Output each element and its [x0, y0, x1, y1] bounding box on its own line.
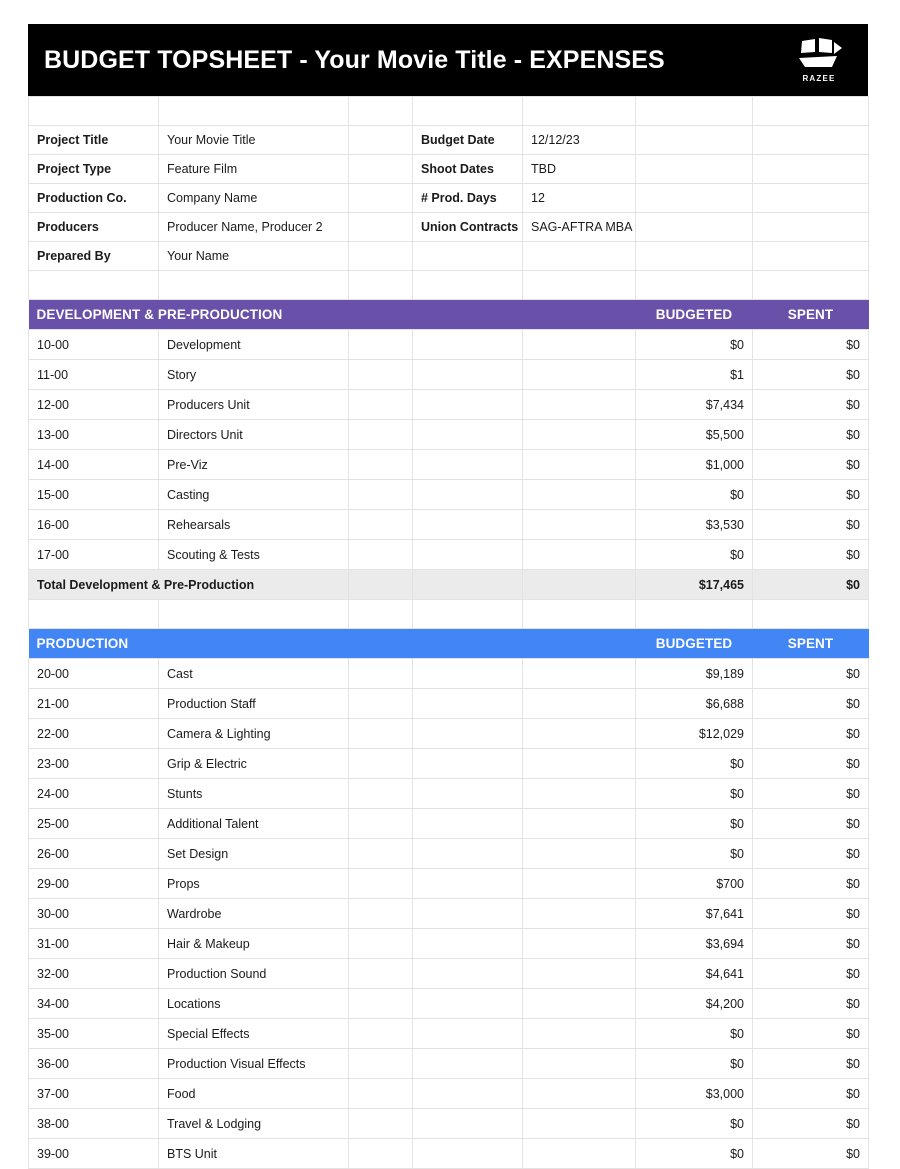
- table-row[interactable]: [29, 899, 869, 929]
- info-label-right: Union Contracts: [413, 213, 523, 242]
- section-header-pad: [523, 629, 636, 659]
- row-pad-cell[interactable]: [523, 510, 636, 540]
- account-code: 12-00: [29, 390, 159, 420]
- row-pad-cell[interactable]: [413, 899, 523, 929]
- budgeted-amount[interactable]: $4,200: [636, 989, 753, 1019]
- account-code: 25-00: [29, 809, 159, 839]
- account-code: 24-00: [29, 779, 159, 809]
- account-code: 31-00: [29, 929, 159, 959]
- table-row[interactable]: [29, 809, 869, 839]
- info-pad: [636, 213, 753, 242]
- row-pad-cell[interactable]: [413, 450, 523, 480]
- spent-amount[interactable]: $0: [753, 719, 869, 749]
- budgeted-amount[interactable]: $6,688: [636, 689, 753, 719]
- row-pad-cell[interactable]: [349, 869, 413, 899]
- gap-cell: [29, 600, 159, 629]
- row-pad-cell[interactable]: [349, 809, 413, 839]
- row-pad-cell[interactable]: [349, 480, 413, 510]
- info-pad: [349, 126, 413, 155]
- account-description: Camera & Lighting: [159, 719, 349, 749]
- row-pad-cell[interactable]: [413, 809, 523, 839]
- row-pad-cell[interactable]: [349, 330, 413, 360]
- table-row[interactable]: [29, 540, 869, 570]
- account-code: 34-00: [29, 989, 159, 1019]
- spacer-cell: [636, 271, 753, 300]
- budget-topsheet: [28, 24, 868, 1169]
- info-row: [29, 242, 869, 271]
- column-header-budgeted: BUDGETED: [636, 629, 753, 659]
- table-row[interactable]: [29, 510, 869, 540]
- gap-cell: [636, 600, 753, 629]
- row-pad-cell[interactable]: [349, 689, 413, 719]
- info-value-left[interactable]: Your Name: [159, 242, 349, 271]
- spacer-row-top: [29, 97, 869, 126]
- info-value-left[interactable]: Company Name: [159, 184, 349, 213]
- budgeted-amount[interactable]: $9,189: [636, 659, 753, 689]
- info-value-right[interactable]: 12: [523, 184, 636, 213]
- title-banner: [28, 24, 868, 96]
- account-description: Rehearsals: [159, 510, 349, 540]
- row-pad-cell[interactable]: [349, 989, 413, 1019]
- budget-grid: [28, 96, 869, 1169]
- row-pad-cell[interactable]: [523, 869, 636, 899]
- account-code: 29-00: [29, 869, 159, 899]
- table-row[interactable]: [29, 749, 869, 779]
- section-header-pad: [523, 300, 636, 330]
- row-pad-cell[interactable]: [413, 869, 523, 899]
- spent-amount[interactable]: $0: [753, 659, 869, 689]
- spacer-cell: [349, 97, 413, 126]
- info-value-right[interactable]: [523, 242, 636, 271]
- total-spent-amount: $0: [753, 570, 869, 600]
- section-header-row: [29, 300, 869, 330]
- table-row[interactable]: [29, 390, 869, 420]
- account-description: Set Design: [159, 839, 349, 869]
- info-pad: [753, 213, 869, 242]
- row-pad-cell[interactable]: [349, 1139, 413, 1169]
- row-pad-cell[interactable]: [413, 989, 523, 1019]
- account-code: 20-00: [29, 659, 159, 689]
- spacer-row-before-section: [29, 271, 869, 300]
- table-row[interactable]: [29, 1079, 869, 1109]
- row-pad-cell[interactable]: [413, 659, 523, 689]
- table-row[interactable]: [29, 360, 869, 390]
- account-description: Wardrobe: [159, 899, 349, 929]
- row-pad-cell[interactable]: [413, 510, 523, 540]
- row-pad-cell[interactable]: [523, 839, 636, 869]
- account-code: 22-00: [29, 719, 159, 749]
- ship-logo-icon: [788, 31, 850, 89]
- section-total-row: [29, 570, 869, 600]
- section-title: DEVELOPMENT & PRE-PRODUCTION: [29, 300, 349, 330]
- row-pad-cell[interactable]: [349, 540, 413, 570]
- info-label-left: Production Co.: [29, 184, 159, 213]
- row-pad-cell[interactable]: [413, 959, 523, 989]
- account-code: 16-00: [29, 510, 159, 540]
- row-pad-cell[interactable]: [349, 779, 413, 809]
- spacer-cell: [523, 271, 636, 300]
- info-pad: [636, 184, 753, 213]
- row-pad-cell[interactable]: [349, 899, 413, 929]
- row-pad-cell[interactable]: [523, 1019, 636, 1049]
- row-pad-cell[interactable]: [523, 1049, 636, 1079]
- account-code: 36-00: [29, 1049, 159, 1079]
- spent-amount[interactable]: $0: [753, 1049, 869, 1079]
- row-pad-cell[interactable]: [523, 809, 636, 839]
- table-row[interactable]: [29, 779, 869, 809]
- spacer-cell: [523, 97, 636, 126]
- spent-amount[interactable]: $0: [753, 510, 869, 540]
- account-description: Producers Unit: [159, 390, 349, 420]
- info-pad: [753, 155, 869, 184]
- row-pad-cell[interactable]: [349, 659, 413, 689]
- row-pad-cell[interactable]: [413, 480, 523, 510]
- spent-amount[interactable]: $0: [753, 1079, 869, 1109]
- row-pad-cell[interactable]: [523, 989, 636, 1019]
- budgeted-amount[interactable]: $0: [636, 480, 753, 510]
- table-row[interactable]: [29, 1049, 869, 1079]
- spent-amount[interactable]: $0: [753, 869, 869, 899]
- budgeted-amount[interactable]: $0: [636, 809, 753, 839]
- account-code: 35-00: [29, 1019, 159, 1049]
- gap-cell: [159, 600, 349, 629]
- total-pad-cell: [413, 570, 523, 600]
- budgeted-amount[interactable]: $0: [636, 330, 753, 360]
- info-value-right[interactable]: 12/12/23: [523, 126, 636, 155]
- row-pad-cell[interactable]: [349, 1079, 413, 1109]
- account-code: 37-00: [29, 1079, 159, 1109]
- row-pad-cell[interactable]: [413, 540, 523, 570]
- budgeted-amount[interactable]: $1: [636, 360, 753, 390]
- row-pad-cell[interactable]: [523, 540, 636, 570]
- info-pad: [753, 242, 869, 271]
- account-description: Development: [159, 330, 349, 360]
- spent-amount[interactable]: $0: [753, 779, 869, 809]
- row-pad-cell[interactable]: [349, 510, 413, 540]
- section-header-pad: [349, 300, 413, 330]
- row-pad-cell[interactable]: [413, 749, 523, 779]
- account-description: Production Visual Effects: [159, 1049, 349, 1079]
- info-row: [29, 184, 869, 213]
- info-label-left: Project Title: [29, 126, 159, 155]
- row-pad-cell[interactable]: [349, 839, 413, 869]
- account-description: Directors Unit: [159, 420, 349, 450]
- spent-amount[interactable]: $0: [753, 809, 869, 839]
- row-pad-cell[interactable]: [413, 689, 523, 719]
- section-header-row: [29, 629, 869, 659]
- account-code: 26-00: [29, 839, 159, 869]
- info-value-left[interactable]: Feature Film: [159, 155, 349, 184]
- row-pad-cell[interactable]: [413, 360, 523, 390]
- row-pad-cell[interactable]: [413, 839, 523, 869]
- section-header-pad: [413, 300, 523, 330]
- row-pad-cell[interactable]: [413, 1139, 523, 1169]
- spent-amount[interactable]: $0: [753, 959, 869, 989]
- account-description: Cast: [159, 659, 349, 689]
- budgeted-amount[interactable]: $7,434: [636, 390, 753, 420]
- row-pad-cell[interactable]: [523, 749, 636, 779]
- info-pad: [753, 126, 869, 155]
- budgeted-amount[interactable]: $0: [636, 839, 753, 869]
- spent-amount[interactable]: $0: [753, 1109, 869, 1139]
- info-value-right[interactable]: TBD: [523, 155, 636, 184]
- budgeted-amount[interactable]: $0: [636, 1019, 753, 1049]
- spacer-cell: [753, 97, 869, 126]
- account-description: Props: [159, 869, 349, 899]
- row-pad-cell[interactable]: [523, 1109, 636, 1139]
- row-pad-cell[interactable]: [413, 1109, 523, 1139]
- column-header-spent: SPENT: [753, 629, 869, 659]
- row-pad-cell[interactable]: [413, 330, 523, 360]
- row-pad-cell[interactable]: [349, 450, 413, 480]
- total-budgeted-amount: $17,465: [636, 570, 753, 600]
- row-pad-cell[interactable]: [349, 1049, 413, 1079]
- row-pad-cell[interactable]: [413, 1079, 523, 1109]
- account-description: Production Sound: [159, 959, 349, 989]
- info-label-left: Prepared By: [29, 242, 159, 271]
- row-pad-cell[interactable]: [523, 689, 636, 719]
- row-pad-cell[interactable]: [523, 450, 636, 480]
- account-description: Production Staff: [159, 689, 349, 719]
- section-header-pad: [413, 629, 523, 659]
- spent-amount[interactable]: $0: [753, 1019, 869, 1049]
- info-pad: [636, 126, 753, 155]
- spent-amount[interactable]: $0: [753, 749, 869, 779]
- row-pad-cell[interactable]: [349, 1019, 413, 1049]
- row-pad-cell[interactable]: [523, 1139, 636, 1169]
- spent-amount[interactable]: $0: [753, 420, 869, 450]
- row-pad-cell[interactable]: [349, 390, 413, 420]
- table-row[interactable]: [29, 1019, 869, 1049]
- row-pad-cell[interactable]: [523, 779, 636, 809]
- row-pad-cell[interactable]: [523, 330, 636, 360]
- row-pad-cell[interactable]: [523, 719, 636, 749]
- info-value-left[interactable]: Producer Name, Producer 2: [159, 213, 349, 242]
- row-pad-cell[interactable]: [349, 719, 413, 749]
- row-pad-cell[interactable]: [349, 360, 413, 390]
- info-value-left[interactable]: Your Movie Title: [159, 126, 349, 155]
- info-label-left: Project Type: [29, 155, 159, 184]
- account-description: Travel & Lodging: [159, 1109, 349, 1139]
- table-row[interactable]: [29, 480, 869, 510]
- spacer-cell: [159, 271, 349, 300]
- spent-amount[interactable]: $0: [753, 390, 869, 420]
- budgeted-amount[interactable]: $1,000: [636, 450, 753, 480]
- spacer-cell: [159, 97, 349, 126]
- spent-amount[interactable]: $0: [753, 1139, 869, 1169]
- row-pad-cell[interactable]: [349, 1109, 413, 1139]
- budgeted-amount[interactable]: $700: [636, 869, 753, 899]
- account-description: Food: [159, 1079, 349, 1109]
- info-value-right[interactable]: SAG-AFTRA MBA: [523, 213, 636, 242]
- spent-amount[interactable]: $0: [753, 689, 869, 719]
- spacer-cell: [29, 97, 159, 126]
- spent-amount[interactable]: $0: [753, 929, 869, 959]
- account-description: Pre-Viz: [159, 450, 349, 480]
- info-row: [29, 126, 869, 155]
- info-label-right: # Prod. Days: [413, 184, 523, 213]
- account-code: 11-00: [29, 360, 159, 390]
- row-pad-cell[interactable]: [349, 929, 413, 959]
- row-pad-cell[interactable]: [523, 390, 636, 420]
- grid-body: [29, 97, 869, 300]
- sections-host: [29, 300, 869, 1169]
- budgeted-amount[interactable]: $4,641: [636, 959, 753, 989]
- row-pad-cell[interactable]: [523, 480, 636, 510]
- table-row[interactable]: [29, 330, 869, 360]
- budgeted-amount[interactable]: $12,029: [636, 719, 753, 749]
- spacer-cell: [413, 97, 523, 126]
- spent-amount[interactable]: $0: [753, 330, 869, 360]
- account-code: 15-00: [29, 480, 159, 510]
- info-row: [29, 155, 869, 184]
- section-title: PRODUCTION: [29, 629, 349, 659]
- row-pad-cell[interactable]: [523, 929, 636, 959]
- info-pad: [349, 242, 413, 271]
- account-code: 38-00: [29, 1109, 159, 1139]
- table-row[interactable]: [29, 869, 869, 899]
- row-pad-cell[interactable]: [349, 749, 413, 779]
- gap-cell: [753, 600, 869, 629]
- info-row: [29, 213, 869, 242]
- budgeted-amount[interactable]: $0: [636, 540, 753, 570]
- gap-cell: [523, 600, 636, 629]
- spent-amount[interactable]: $0: [753, 899, 869, 929]
- info-pad: [349, 184, 413, 213]
- info-label-left: Producers: [29, 213, 159, 242]
- info-label-right: [413, 242, 523, 271]
- table-row[interactable]: [29, 989, 869, 1019]
- row-pad-cell[interactable]: [413, 420, 523, 450]
- page-title: BUDGET TOPSHEET - Your Movie Title - EXPENSES: [44, 45, 665, 74]
- account-code: 10-00: [29, 330, 159, 360]
- total-label: Total Development & Pre-Production: [29, 570, 349, 600]
- spent-amount[interactable]: $0: [753, 450, 869, 480]
- account-code: 21-00: [29, 689, 159, 719]
- account-code: 30-00: [29, 899, 159, 929]
- row-pad-cell[interactable]: [413, 929, 523, 959]
- row-pad-cell[interactable]: [523, 899, 636, 929]
- spent-amount[interactable]: $0: [753, 360, 869, 390]
- row-pad-cell[interactable]: [349, 959, 413, 989]
- row-pad-cell[interactable]: [413, 719, 523, 749]
- account-code: 23-00: [29, 749, 159, 779]
- row-pad-cell[interactable]: [413, 779, 523, 809]
- spacer-cell: [413, 271, 523, 300]
- total-pad-cell: [349, 570, 413, 600]
- account-code: 14-00: [29, 450, 159, 480]
- account-code: 32-00: [29, 959, 159, 989]
- account-description: Stunts: [159, 779, 349, 809]
- account-description: Special Effects: [159, 1019, 349, 1049]
- table-row[interactable]: [29, 959, 869, 989]
- column-header-spent: SPENT: [753, 300, 869, 330]
- table-row[interactable]: [29, 719, 869, 749]
- section-header-pad: [349, 629, 413, 659]
- account-description: BTS Unit: [159, 1139, 349, 1169]
- row-pad-cell[interactable]: [523, 360, 636, 390]
- table-row[interactable]: [29, 450, 869, 480]
- logo-wordmark: RAZEE: [802, 74, 836, 83]
- info-pad: [349, 155, 413, 184]
- info-pad: [636, 242, 753, 271]
- account-description: Grip & Electric: [159, 749, 349, 779]
- info-pad: [636, 155, 753, 184]
- budgeted-amount[interactable]: $0: [636, 1109, 753, 1139]
- budgeted-amount[interactable]: $3,000: [636, 1079, 753, 1109]
- budgeted-amount[interactable]: $3,530: [636, 510, 753, 540]
- table-row[interactable]: [29, 929, 869, 959]
- account-description: Scouting & Tests: [159, 540, 349, 570]
- row-pad-cell[interactable]: [349, 420, 413, 450]
- row-pad-cell[interactable]: [523, 659, 636, 689]
- account-description: Story: [159, 360, 349, 390]
- spacer-cell: [636, 97, 753, 126]
- spent-amount[interactable]: $0: [753, 839, 869, 869]
- spacer-cell: [349, 271, 413, 300]
- row-pad-cell[interactable]: [523, 420, 636, 450]
- row-pad-cell[interactable]: [413, 1049, 523, 1079]
- account-code: 39-00: [29, 1139, 159, 1169]
- spent-amount[interactable]: $0: [753, 540, 869, 570]
- table-row[interactable]: [29, 420, 869, 450]
- table-row[interactable]: [29, 839, 869, 869]
- budgeted-amount[interactable]: $5,500: [636, 420, 753, 450]
- account-description: Locations: [159, 989, 349, 1019]
- account-code: 17-00: [29, 540, 159, 570]
- section-gap-row: [29, 600, 869, 629]
- budgeted-amount[interactable]: $3,694: [636, 929, 753, 959]
- spacer-cell: [753, 271, 869, 300]
- row-pad-cell[interactable]: [523, 1079, 636, 1109]
- account-description: Hair & Makeup: [159, 929, 349, 959]
- account-description: Additional Talent: [159, 809, 349, 839]
- spent-amount[interactable]: $0: [753, 480, 869, 510]
- budgeted-amount[interactable]: $0: [636, 779, 753, 809]
- info-label-right: Shoot Dates: [413, 155, 523, 184]
- column-header-budgeted: BUDGETED: [636, 300, 753, 330]
- table-row[interactable]: [29, 1139, 869, 1169]
- info-label-right: Budget Date: [413, 126, 523, 155]
- table-row[interactable]: [29, 659, 869, 689]
- budgeted-amount[interactable]: $0: [636, 749, 753, 779]
- row-pad-cell[interactable]: [413, 390, 523, 420]
- table-row[interactable]: [29, 1109, 869, 1139]
- row-pad-cell[interactable]: [523, 959, 636, 989]
- gap-cell: [349, 600, 413, 629]
- spacer-cell: [29, 271, 159, 300]
- account-code: 13-00: [29, 420, 159, 450]
- budgeted-amount[interactable]: $7,641: [636, 899, 753, 929]
- row-pad-cell[interactable]: [413, 1019, 523, 1049]
- table-row[interactable]: [29, 689, 869, 719]
- info-pad: [753, 184, 869, 213]
- budgeted-amount[interactable]: $0: [636, 1139, 753, 1169]
- total-pad-cell: [523, 570, 636, 600]
- spent-amount[interactable]: $0: [753, 989, 869, 1019]
- budgeted-amount[interactable]: $0: [636, 1049, 753, 1079]
- info-pad: [349, 213, 413, 242]
- account-description: Casting: [159, 480, 349, 510]
- gap-cell: [413, 600, 523, 629]
